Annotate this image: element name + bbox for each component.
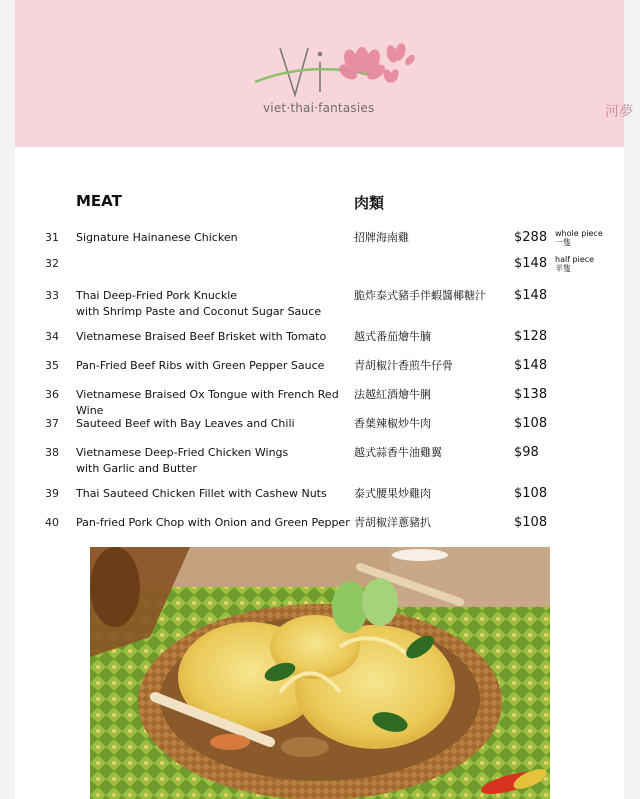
item-number: 32 bbox=[45, 257, 59, 270]
item-price: $98 bbox=[514, 445, 539, 460]
section-title-cn: 肉類 bbox=[354, 194, 385, 212]
item-number: 35 bbox=[45, 359, 59, 372]
item-number: 39 bbox=[45, 487, 59, 500]
brand-subtitle-cn: 河夢 bbox=[605, 104, 634, 120]
item-name-cn: 泰式腰果炒雞肉 bbox=[354, 487, 431, 500]
item-name-en: Pan-Fried Beef Ribs with Green Pepper Sauce bbox=[76, 359, 325, 372]
item-name-en: Sauteed Beef with Bay Leaves and Chili bbox=[76, 417, 295, 430]
item-number: 40 bbox=[45, 516, 59, 529]
item-name-en: Vietnamese Braised Beef Brisket with Tomato bbox=[76, 330, 327, 343]
item-price: $108 bbox=[514, 486, 548, 501]
menu-page bbox=[15, 0, 634, 799]
item-name-en: Pan-fried Pork Chop with Onion and Green Pepper bbox=[76, 516, 350, 529]
item-number: 36 bbox=[45, 388, 59, 401]
item-name-cn: 青胡椒洋蔥豬扒 bbox=[354, 516, 431, 529]
item-portion-note: whole piece 一隻 bbox=[555, 229, 603, 247]
item-number: 37 bbox=[45, 417, 59, 430]
brand-subtitle bbox=[263, 101, 634, 120]
item-price: $288 bbox=[514, 230, 548, 245]
item-name-cn: 脆炸泰式豬手伴蝦醬椰糖汁 bbox=[354, 289, 486, 302]
item-number: 34 bbox=[45, 330, 59, 343]
section-title-en: MEAT bbox=[76, 192, 122, 210]
item-name-cn: 青胡椒汁香煎牛仔骨 bbox=[354, 359, 453, 372]
item-name-cn: 越式番茄燴牛腩 bbox=[354, 330, 431, 343]
brand-subtitle-en: viet·thai·fantasies bbox=[263, 101, 375, 115]
item-number: 38 bbox=[45, 446, 59, 459]
item-name-cn: 香葉辣椒炒牛肉 bbox=[354, 417, 431, 430]
item-portion-note: half piece 半隻 bbox=[555, 255, 595, 273]
item-price: $108 bbox=[514, 515, 548, 530]
item-price: $148 bbox=[514, 256, 548, 271]
item-name-en: Vietnamese Deep-Fried Chicken Wings with Garlic and Butter bbox=[76, 446, 289, 475]
item-price: $148 bbox=[514, 358, 548, 373]
item-price: $148 bbox=[514, 288, 548, 303]
item-number: 33 bbox=[45, 289, 59, 302]
item-name-cn: 招牌海南雞 bbox=[354, 231, 409, 244]
item-price: $108 bbox=[514, 416, 548, 431]
hainanese-chicken-photo bbox=[90, 547, 550, 799]
item-name-en: Signature Hainanese Chicken bbox=[76, 231, 238, 244]
header-banner bbox=[15, 0, 634, 147]
item-name-en: Thai Sauteed Chicken Fillet with Cashew Nuts bbox=[76, 487, 327, 500]
item-name-en: Thai Deep-Fried Pork Knuckle with Shrimp Paste and Coconut Sugar Sauce bbox=[76, 289, 322, 318]
item-name-cn: 法越紅酒燴牛脷 bbox=[354, 388, 431, 401]
vi-logo bbox=[240, 40, 440, 130]
item-price: $138 bbox=[514, 387, 548, 402]
item-name-cn: 越式蒜香牛油雞翼 bbox=[354, 446, 442, 459]
item-price: $128 bbox=[514, 329, 548, 344]
item-number: 31 bbox=[45, 231, 59, 244]
item-name-en: Vietnamese Braised Ox Tongue with French Red Wine bbox=[76, 388, 339, 417]
